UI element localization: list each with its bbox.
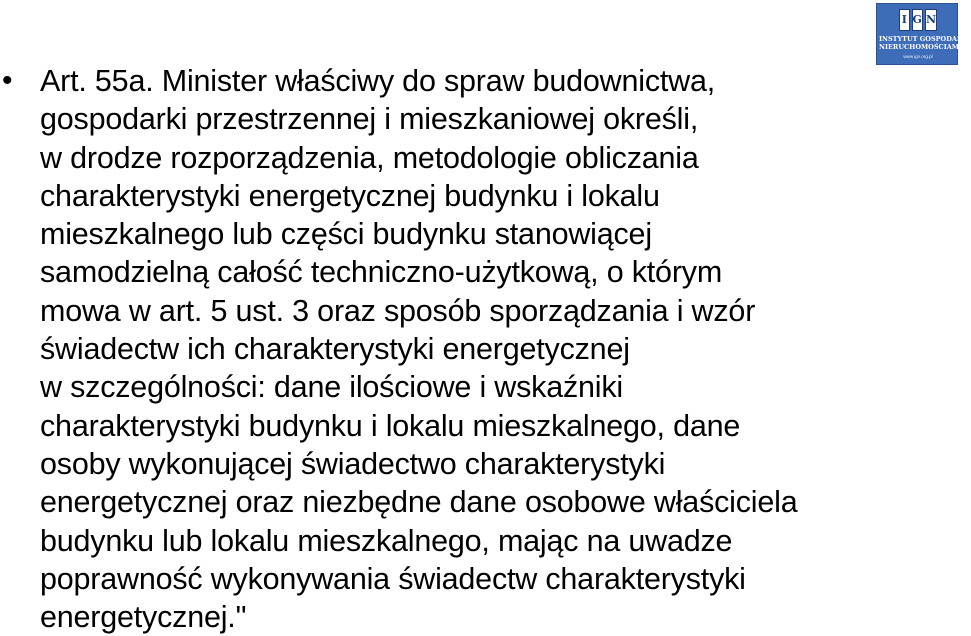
content-list [0,62,900,636]
logo-letter-n: N [925,9,937,31]
logo-letter-i: I [899,9,910,31]
logo-letter-g: G [912,9,923,31]
logo-url: www.ign.org.pl [903,54,933,59]
list-item [0,62,900,636]
ign-logo [876,3,971,65]
logo-text-line1: INSTYTUT GOSPODARKI [879,35,971,43]
logo-letter-boxes [899,9,937,31]
logo-text-line2: NIERUCHOMOŚCIAMI [879,43,963,51]
article-text: Art. 55a. Minister właściwy do spraw budownictwa, gospodarki przestrzennej i mieszkaniowej określi, w drodze rozporządzenia, metodologie obliczania charakterystyki energetycznej budynku i lokalu mieszkalnego lub części budynku stanowiącej samodzielną całość techniczno-użytkową, o którym mowa w art. 5 ust. 3 oraz sposób sporządzania i wzór świadectw ich charakterystyki energetycznej w szczególności: dane ilościowe i wskaźniki charakterystyki budynku i lokalu mieszkalnego, dane osoby wykonującej świadectwo charakterystyki energetycznej oraz niezbędne dane osobowe właściciela budynku lub lokalu mieszkalnego, mając na uwadze poprawność wykonywania świadectw charakterystyki energetycznej." [40,64,798,635]
bullet-icon: • [2,64,13,97]
